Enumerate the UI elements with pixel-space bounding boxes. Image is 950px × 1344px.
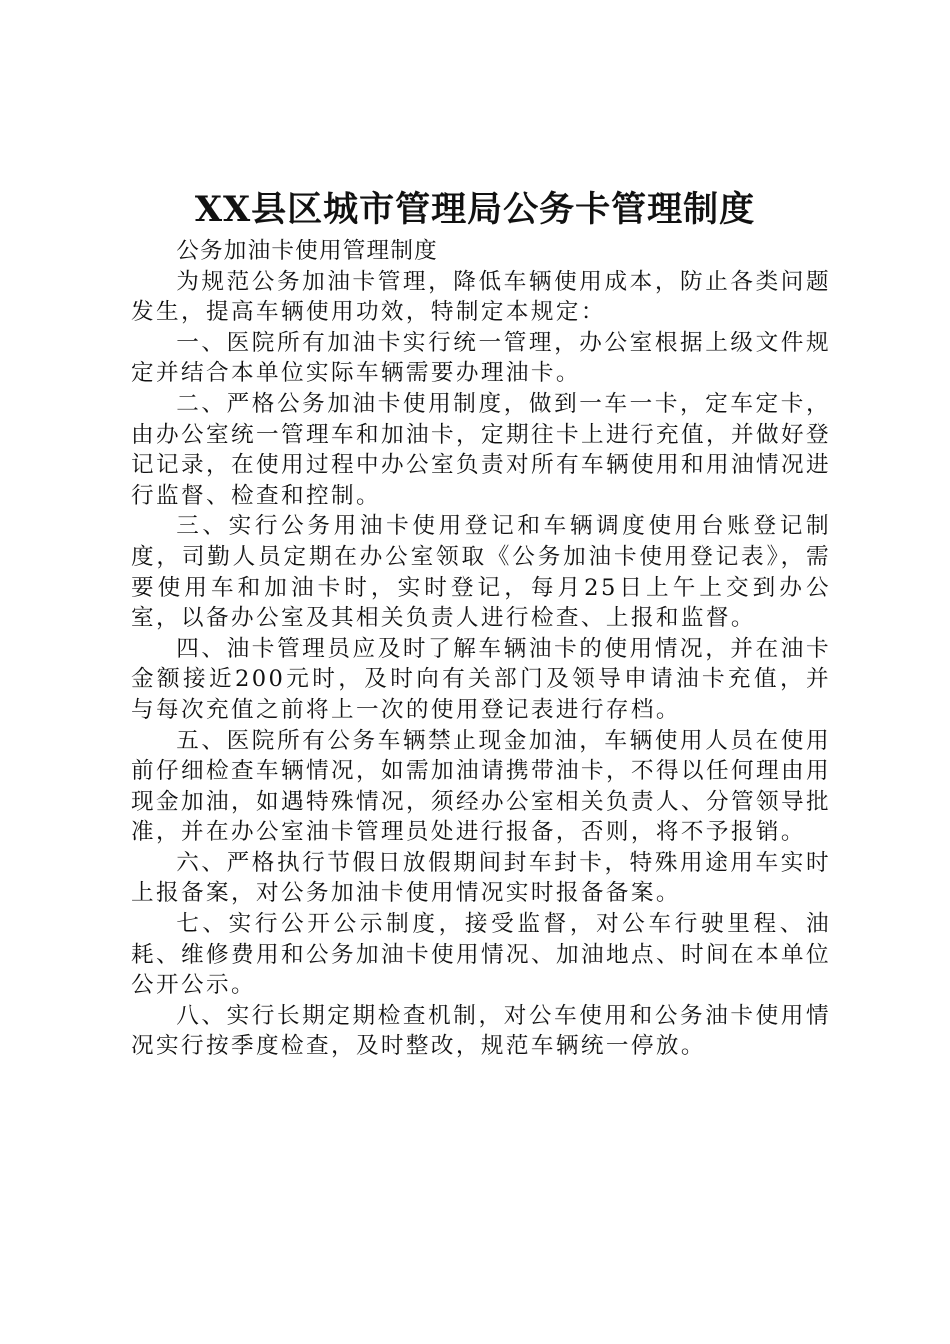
document-body — [131, 236, 831, 1062]
paragraph-item-8: 八、实行长期定期检查机制，对公车使用和公务油卡使用情况实行按季度检查，及时整改，规范车辆统一停放。 — [131, 1002, 831, 1060]
section-subtitle: 公务加油卡使用管理制度 — [176, 238, 438, 264]
paragraph-item-2: 二、严格公务加油卡使用制度，做到一车一卡，定车定卡，由办公室统一管理车和加油卡，定期往卡上进行充值，并做好登记记录，在使用过程中办公室负责对所有车辆使用和用油情况进行监督、检查和控制。 — [131, 390, 831, 509]
paragraph-item-7: 七、实行公开公示制度，接受监督，对公车行驶里程、油耗、维修费用和公务加油卡使用情况、加油地点、时间在本单位公开公示。 — [131, 911, 831, 999]
paragraph-item-5: 五、医院所有公务车辆禁止现金加油，车辆使用人员在使用前仔细检查车辆情况，如需加油请携带油卡，不得以任何理由用现金加油，如遇特殊情况，须经办公室相关负责人、分管领导批准，并在办公室油卡管理员处进行报备，否则，将不予报销。 — [131, 727, 831, 846]
paragraph-item-1: 一、医院所有加油卡实行统一管理，办公室根据上级文件规定并结合本单位实际车辆需要办理油卡。 — [131, 329, 831, 387]
paragraph-intro: 为规范公务加油卡管理，降低车辆使用成本，防止各类问题发生，提高车辆使用功效，特制定本规定： — [131, 268, 831, 326]
paragraph-item-6: 六、严格执行节假日放假期间封车封卡，特殊用途用车实时上报备案，对公务加油卡使用情况实时报备备案。 — [131, 849, 831, 907]
paragraph-item-4: 四、油卡管理员应及时了解车辆油卡的使用情况，并在油卡金额接近200元时，及时向有关部门及领导申请油卡充值，并与每次充值之前将上一次的使用登记表进行存档。 — [131, 635, 831, 723]
paragraph-item-3: 三、实行公务用油卡使用登记和车辆调度使用台账登记制度，司勤人员定期在办公室领取《公务加油卡使用登记表》，需要使用车和加油卡时，实时登记，每月25日上午上交到办公室，以备办公室及其相关负责人进行检查、上报和监督。 — [131, 513, 831, 632]
document-title: XX县区城市管理局公务卡管理制度 — [194, 189, 756, 230]
